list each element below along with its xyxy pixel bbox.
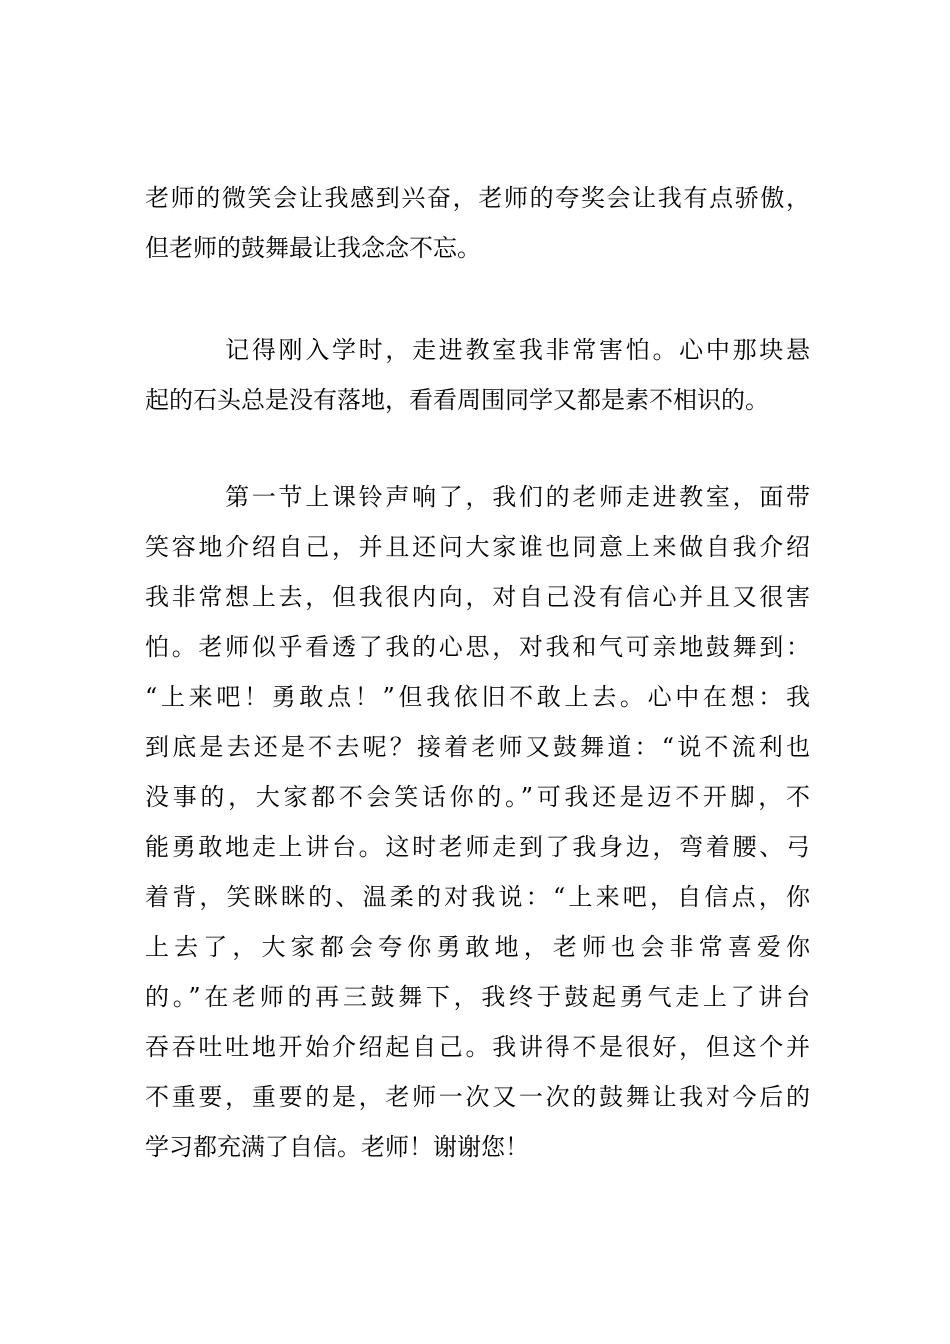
paragraph-3-line-4: 怕。老师似乎看透了我的心思，对我和气可亲地鼓舞到：	[145, 633, 810, 661]
paragraph-1-line-1: 老师的微笑会让我感到兴奋，老师的夸奖会让我有点骄傲，	[145, 184, 810, 212]
paragraph-3-line-10: 上去了，大家都会夸你勇敢地，老师也会非常喜爱你	[145, 933, 810, 961]
paragraph-3-line-14: 学习都充满了自信。老师！谢谢您！	[145, 1133, 529, 1161]
paragraph-2-line-1: 记得刚入学时，走进教室我非常害怕。心中那块悬	[145, 336, 810, 364]
paragraph-1-line-2: 但老师的鼓舞最让我念念不忘。	[145, 234, 481, 262]
paragraph-3-line-9: 着背，笑眯眯的、温柔的对我说：“上来吧，自信点，你	[145, 883, 810, 911]
paragraph-3-line-11: 的。”在老师的再三鼓舞下，我终于鼓起勇气走上了讲台	[145, 983, 810, 1011]
paragraph-3-line-2: 笑容地介绍自己，并且还问大家谁也同意上来做自我介绍	[145, 533, 810, 561]
paragraph-3-line-12: 吞吞吐吐地开始介绍起自己。我讲得不是很好，但这个并	[145, 1033, 810, 1061]
paragraph-2-line-2: 起的石头总是没有落地，看看周围同学又都是素不相识的。	[145, 386, 769, 414]
paragraph-3-line-8: 能勇敢地走上讲台。这时老师走到了我身边，弯着腰、弓	[145, 833, 810, 861]
paragraph-3-line-6: 到底是去还是不去呢？接着老师又鼓舞道：“说不流利也	[145, 733, 810, 761]
paragraph-3-line-1: 第一节上课铃声响了，我们的老师走进教室，面带	[145, 483, 810, 511]
paragraph-3-line-7: 没事的，大家都不会笑话你的。”可我还是迈不开脚，不	[145, 783, 810, 811]
paragraph-3-line-3: 我非常想上去，但我很内向，对自己没有信心并且又很害	[145, 583, 810, 611]
paragraph-3-line-13: 不重要，重要的是，老师一次又一次的鼓舞让我对今后的	[145, 1083, 810, 1111]
paragraph-3-line-5: “上来吧！勇敢点！”但我依旧不敢上去。心中在想：我	[145, 683, 810, 711]
